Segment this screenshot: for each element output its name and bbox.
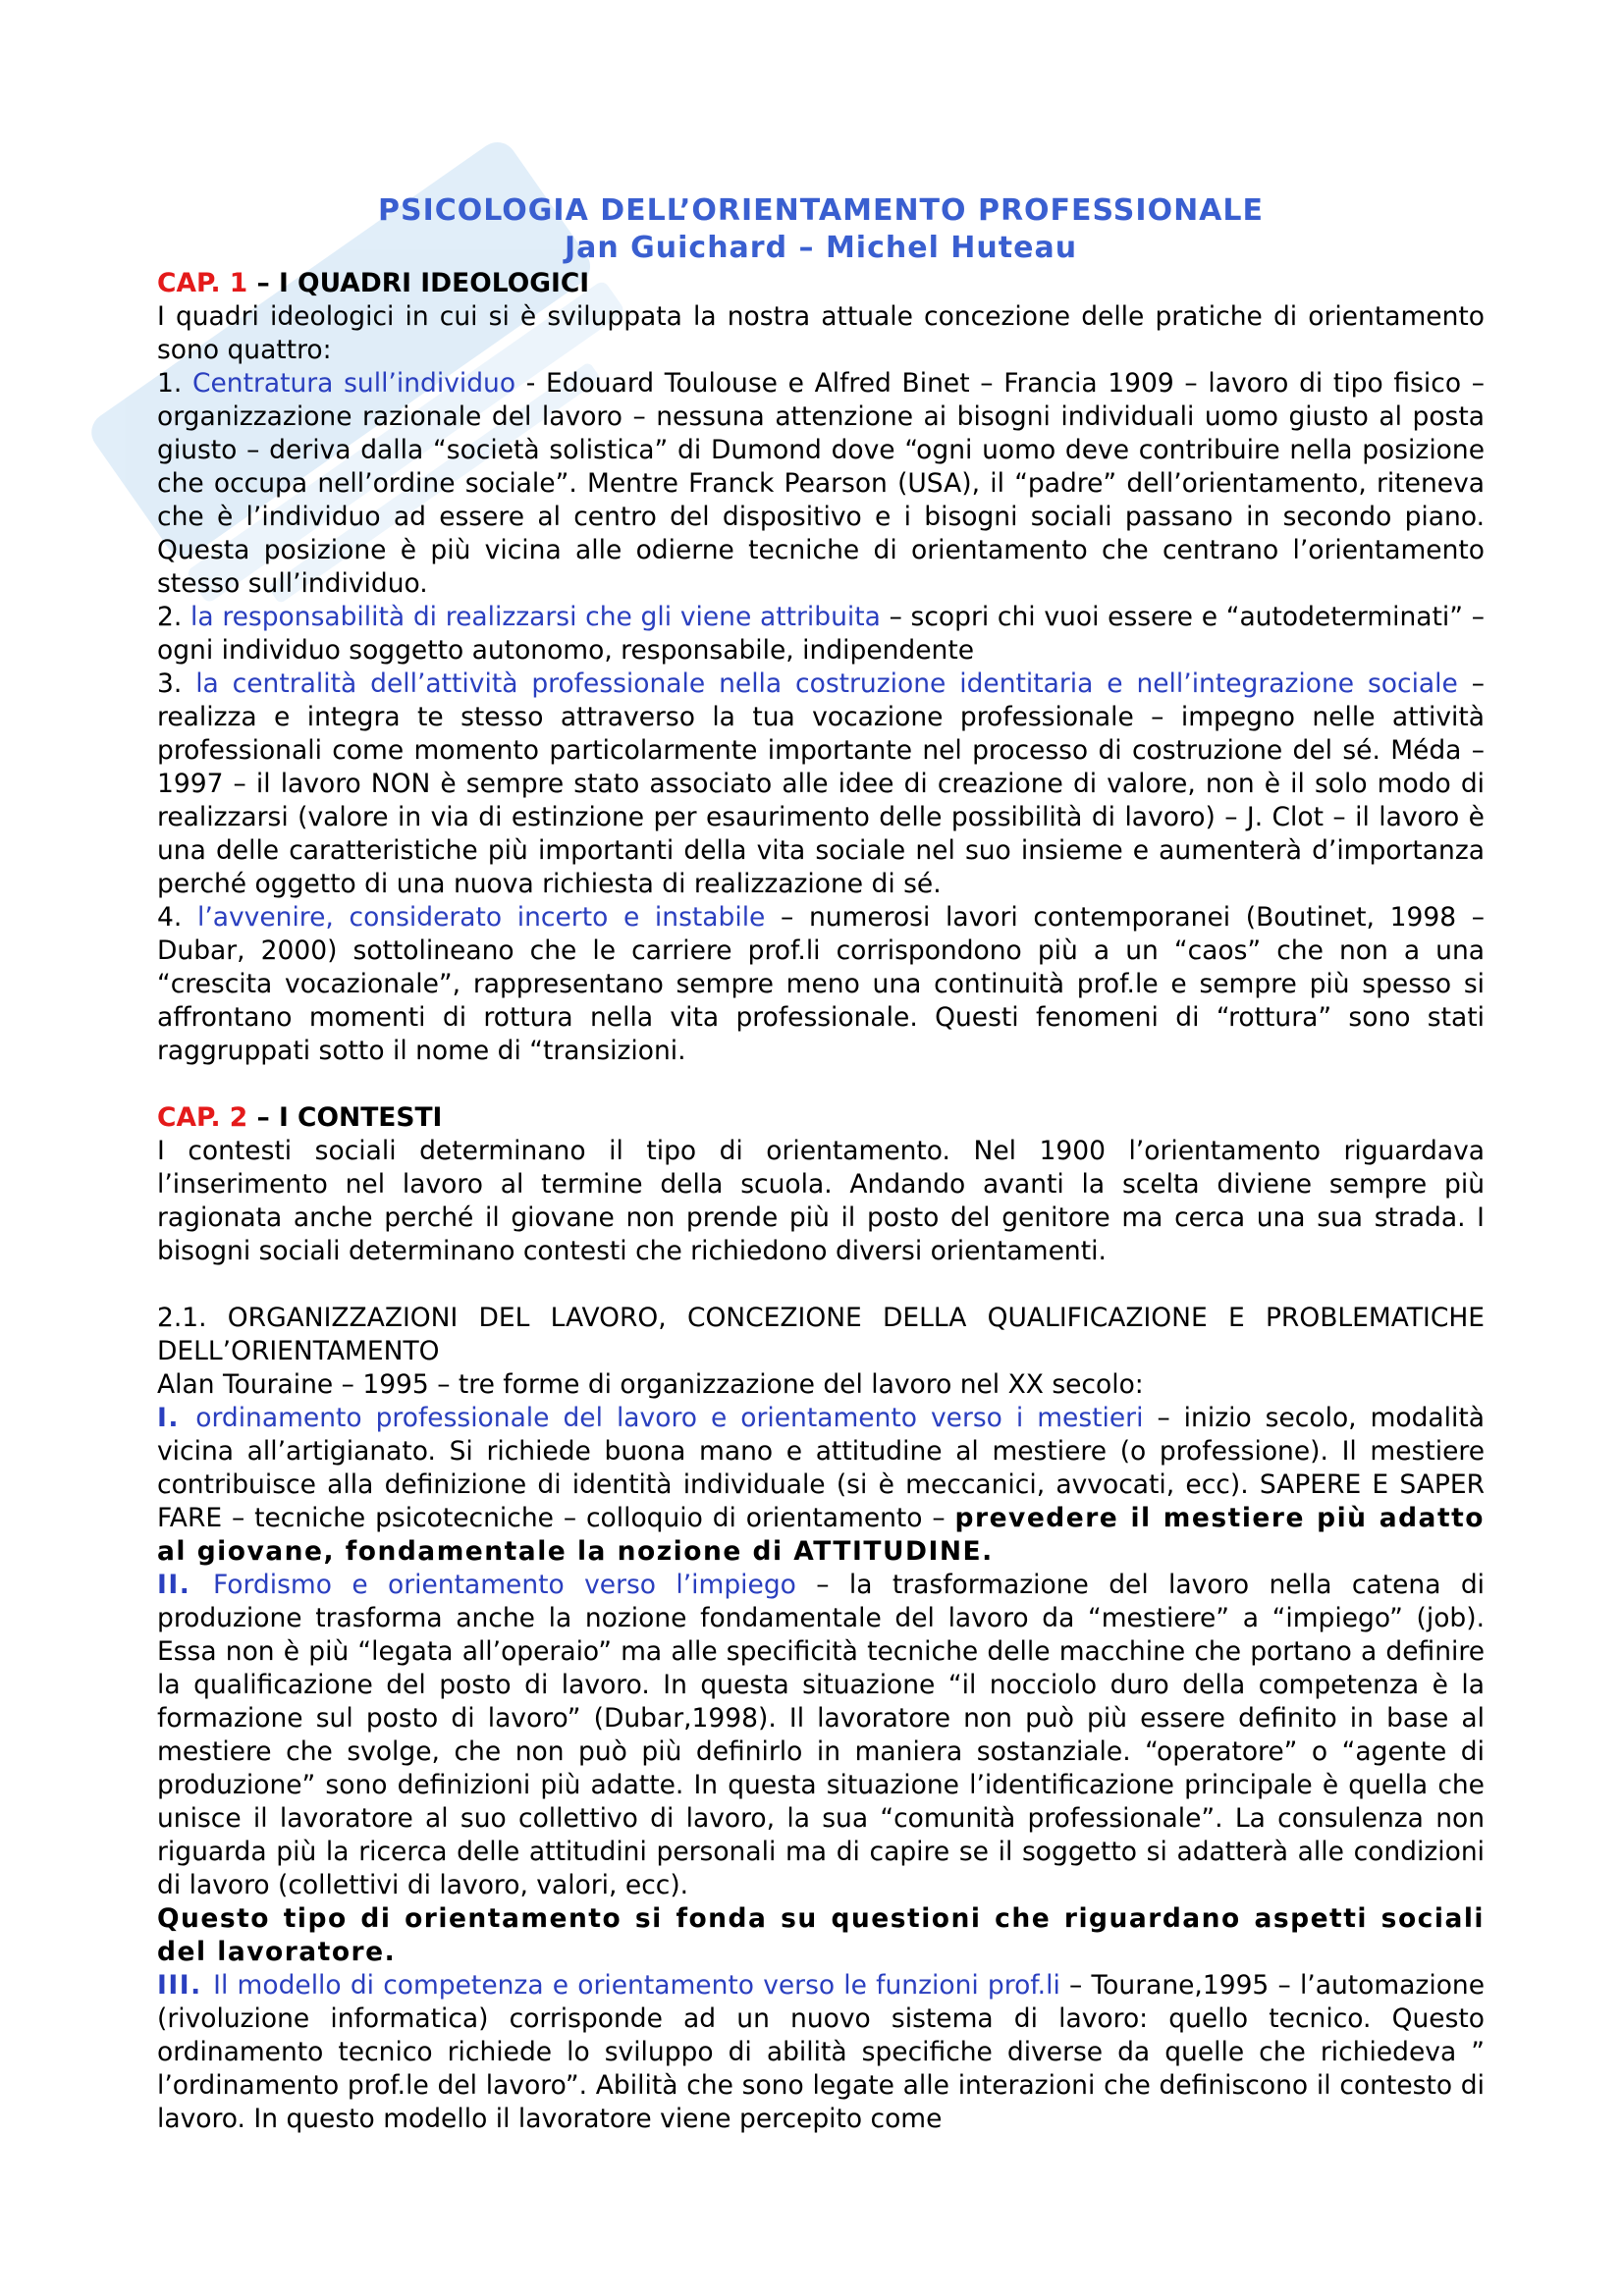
document-title: PSICOLOGIA DELL’ORIENTAMENTO PROFESSIONALE <box>377 193 1265 228</box>
chapter-2-number: CAP. 2 <box>157 1102 248 1133</box>
chapter-2-heading <box>157 1101 1485 1135</box>
form-iii-number: III. <box>157 1970 214 2001</box>
section-2-1-title: 2.1. ORGANIZZAZIONI DEL LAVORO, CONCEZIONE DELLA QUALIFICAZIONE E PROBLEMATICHE DELL’ORIENTAMENTO <box>157 1303 1485 1366</box>
form-ii-bold: Questo tipo di orientamento si fonda su questioni che riguardano aspetti sociali del lavoratore. <box>157 1903 1485 1967</box>
form-ii-number: II. <box>157 1570 213 1600</box>
form-iii: III. Il modello di competenza e orientamento verso le funzioni prof.li – Tourane,1995 – l’automazione (rivoluzione informatica) corrisponde ad un nuovo sistema di lavoro: quello tecnico. Questo ordinamento tecnico richiede lo sviluppo di abilità specifiche diverse da quelle che richiedeva ” l’ordinamento prof.le del lavoro”. Abilità che sono legate alle interazioni che definiscono il contesto di lavoro. In questo modello il lavoratore viene percepito come <box>157 1970 1486 2134</box>
chapter-2-intro: I contesti sociali determinano il tipo di orientamento. Nel 1900 l’orientamento riguardava l’inserimento nel lavoro al termine della scuola. Andando avanti la scelta diviene sempre più ragionata anche perché il giovane non prende più il posto del genitore ma cerca una sua strada. I bisogni sociali determinano contesti che richiedono diversi orientamenti. <box>157 1136 1485 1266</box>
chapter-1-number: CAP. 1 <box>157 268 248 298</box>
form-ii-link: Fordismo e orientamento verso l’impiego <box>212 1570 796 1600</box>
section-2-1-intro: Alan Touraine – 1995 – tre forme di organizzazione del lavoro nel XX secolo: <box>157 1369 1144 1400</box>
form-i: I. ordinamento professionale del lavoro e orientamento verso i mestieri – inizio secolo, modalità vicina all’artigianato. Si richiede buona mano e attitudine al mestiere (o professione). Il mestiere contribuisce alla definizione di identità individuale (si è meccanici, avvocati, ecc). SAPERE E SAPER FARE – tecniche psicotecniche – colloquio di orientamento – prevedere il mestiere più adatto al giovane, fondamentale la nozione di ATTITUDINE. <box>157 1403 1486 1567</box>
document-authors: Jan Guichard – Michel Huteau <box>564 231 1078 265</box>
form-i-link: ordinamento professionale del lavoro e orientamento verso i mestieri <box>195 1403 1144 1433</box>
form-iii-link: Il modello di competenza e orientamento verso le funzioni prof.li <box>213 1970 1060 2001</box>
chapter-1-intro: I quadri ideologici in cui si è sviluppata la nostra attuale concezione delle pratiche di orientamento sono quattro: <box>157 301 1485 365</box>
document-content <box>157 192 1485 2136</box>
point-4-link: l’avvenire, considerato incerto e instabile <box>196 902 766 933</box>
form-i-number: I. <box>157 1403 196 1433</box>
point-3-link: la centralità dell’attività professionale nella costruzione identitaria e nell’integrazione sociale <box>195 668 1458 699</box>
form-i-bold: prevedere il mestiere più adatto al giovane, fondamentale la nozione di ATTITUDINE. <box>157 1503 1485 1567</box>
chapter-1-point-4: 4. l’avvenire, considerato incerto e instabile – numerosi lavori contemporanei (Boutinet, 1998 – Dubar, 2000) sottolineano che le carriere prof.li corrispondono più a un “caos” che non a una “crescita vocazionale”, rappresentano sempre meno una continuità prof.le e sempre più spesso si affrontano momenti di rottura nella vita professionale. Questi fenomeni di “rottura” sono stati raggruppati sotto il nome di “transizioni. <box>157 902 1485 1066</box>
chapter-2-title: – I CONTESTI <box>247 1102 443 1133</box>
chapter-1-point-2: 2. la responsabilità di realizzarsi che gli viene attribuita – scopri chi vuoi essere e “autodeterminati” – ogni individuo soggetto autonomo, responsabile, indipendente <box>157 602 1485 666</box>
point-2-link: la responsabilità di realizzarsi che gli viene attribuita <box>190 602 881 632</box>
chapter-1-point-1: 1. Centratura sull’individuo - Edouard Toulouse e Alfred Binet – Francia 1909 – lavoro di tipo fisico – organizzazione razionale del lavoro – nessuna attenzione ai bisogni individuali uomo giusto al posta giusto – deriva dalla “società solistica” di Dumond dove “ogni uomo deve contribuire nella posizione che occupa nell’ordine sociale”. Mentre Franck Pearson (USA), il “padre” dell’orientamento, riteneva che è l’individuo ad essere al centro del dispositivo e i bisogni sociali passano in secondo piano. Questa posizione è più vicina alle odierne tecniche di orientamento che centrano l’orientamento stesso sull’individuo. <box>157 368 1485 599</box>
chapter-1-point-3: 3. la centralità dell’attività professionale nella costruzione identitaria e nell’integrazione sociale – realizza e integra te stesso attraverso la tua vocazione professionale – impegno nelle attività professionali come momento particolarmente importante nel processo di costruzione del sé. Méda – 1997 – il lavoro NON è sempre stato associato alle idee di creazione di valore, non è il solo modo di realizzarsi (valore in via di estinzione per esaurimento delle possibilità di lavoro) – J. Clot – il lavoro è una delle caratteristiche più importanti della vita sociale nel suo insieme e aumenterà d’importanza perché oggetto di una nuova richiesta di realizzazione di sé. <box>157 668 1485 899</box>
form-ii: II. Fordismo e orientamento verso l’impiego – la trasformazione del lavoro nella catena di produzione trasforma anche la nozione fondamentale del lavoro da “mestiere” a “impiego” (job). Essa non è più “legata all’operaio” ma alle specificità tecniche delle macchine che portano a definire la qualificazione del posto di lavoro. In questa situazione “il nocciolo duro della competenza è la formazione sul posto di lavoro” (Dubar,1998). Il lavoratore non può più essere definito in base al mestiere che svolge, che non può più definirlo in maniera sostanziale. “operatore” o “agente di produzione” sono definizioni più adatte. In questa situazione l’identificazione principale è quella che unisce il lavoratore al suo collettivo di lavoro, la sua “comunità professionale”. La consulenza non riguarda più la ricerca delle attitudini personali ma di capire se il soggetto si adatterà alle condizioni di lavoro (collettivi di lavoro, valori, ecc). <box>157 1570 1486 1900</box>
chapter-1-title: – I QUADRI IDEOLOGICI <box>247 268 590 298</box>
chapter-1-heading <box>157 267 1485 300</box>
point-1-link: Centratura sull’individuo <box>191 368 516 399</box>
